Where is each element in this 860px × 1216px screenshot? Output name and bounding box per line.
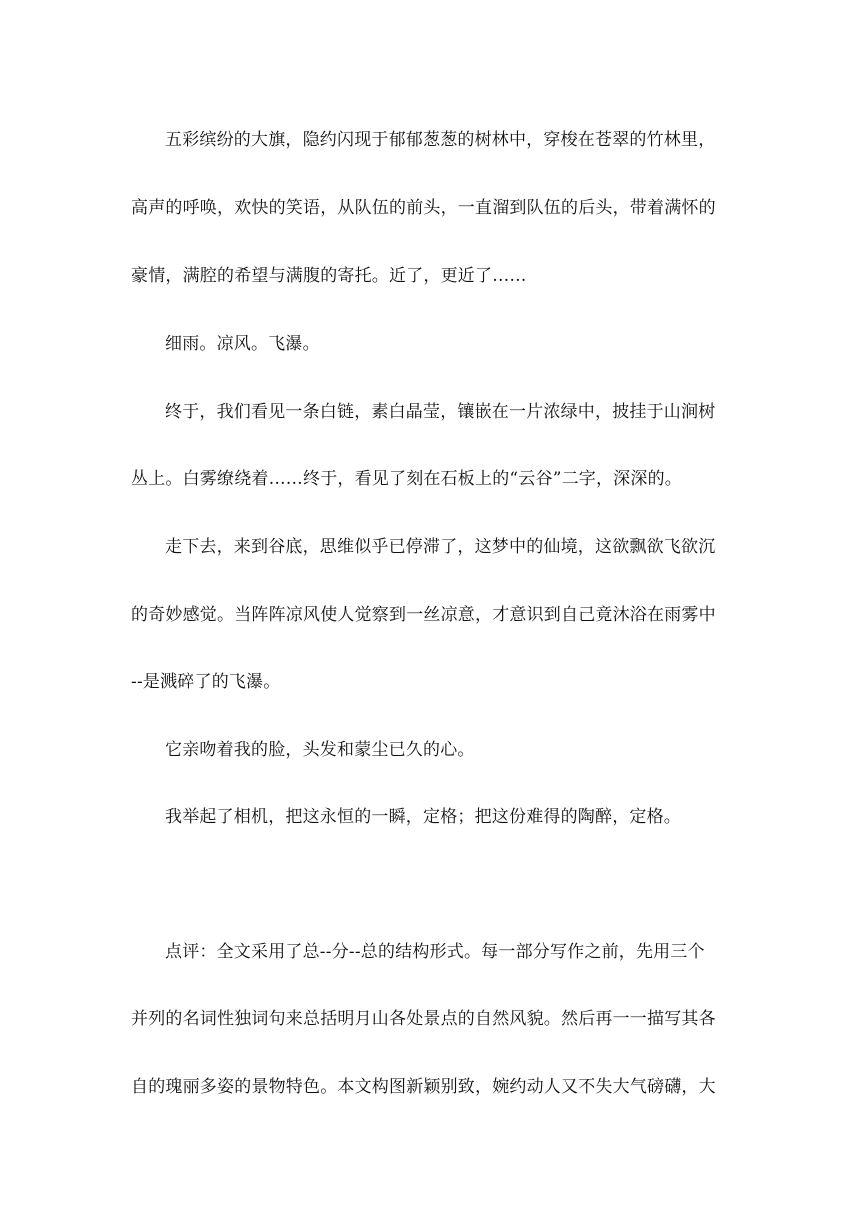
- paragraph-3-line-1: 终于，我们看见一条白链，素白晶莹，镶嵌在一片浓绿中，披挂于山涧树: [165, 402, 716, 422]
- comment-line-1: 点评：全文采用了总--分--总的结构形式。每一部分写作之前，先用三个: [165, 942, 705, 962]
- paragraph-6-line-1: 我举起了相机，把这永恒的一瞬，定格；把这份难得的陶醉，定格。: [165, 807, 681, 827]
- paragraph-1-line-2: 高声的呼唤，欢快的笑语，从队伍的前头，一直溜到队伍的后头，带着满怀的: [131, 198, 716, 218]
- paragraph-4-line-3: --是溅碎了的飞瀑。: [131, 672, 281, 692]
- paragraph-3-line-2: 丛上。白雾缭绕着……终于，看见了刻在石板上的“云谷”二字，深深的。: [131, 469, 682, 489]
- paragraph-1-line-1: 五彩缤纷的大旗，隐约闪现于郁郁葱葱的树林中，穿梭在苍翠的竹林里，: [165, 130, 716, 150]
- paragraph-2-line-1: 细雨。凉风。飞瀑。: [165, 334, 320, 354]
- paragraph-5-line-1: 它亲吻着我的脸，头发和蒙尘已久的心。: [165, 740, 475, 760]
- comment-line-3: 自的瑰丽多姿的景物特色。本文构图新颖别致，婉约动人又不失大气磅礴，大: [131, 1077, 716, 1097]
- paragraph-4-line-2: 的奇妙感觉。当阵阵凉风使人觉察到一丝凉意，才意识到自己竟沐浴在雨雾中: [131, 605, 716, 625]
- paragraph-1-line-3: 豪情，满腔的希望与满腹的寄托。近了，更近了……: [131, 266, 527, 286]
- comment-line-2: 并列的名词性独词句来总括明月山各处景点的自然风貌。然后再一一描写其各: [131, 1009, 716, 1029]
- paragraph-4-line-1: 走下去，来到谷底，思维似乎已停滞了，这梦中的仙境，这欲飘欲飞欲沉: [165, 537, 716, 557]
